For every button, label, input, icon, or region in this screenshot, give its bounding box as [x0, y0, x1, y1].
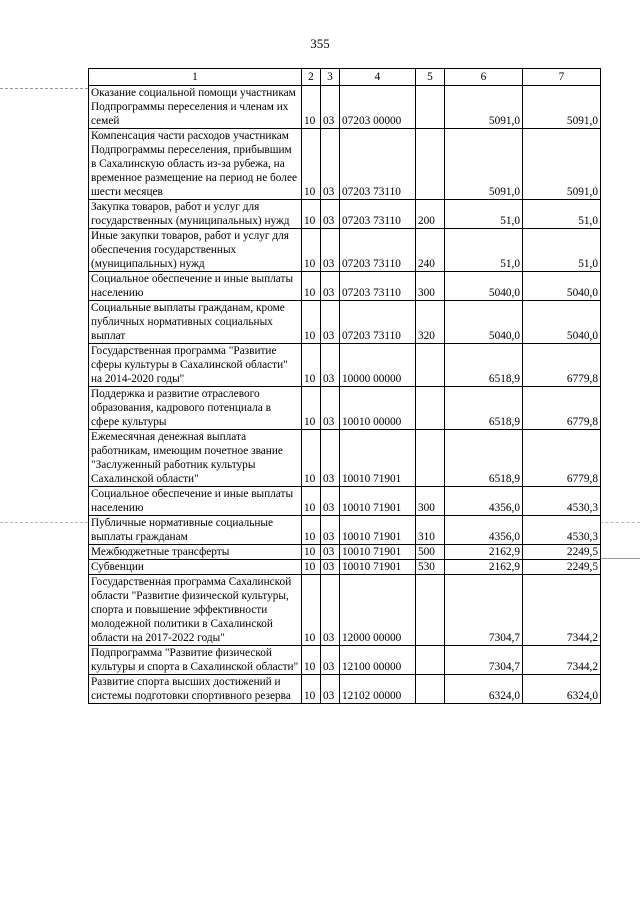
- row-expense-type: 200: [416, 200, 445, 229]
- table-row: [89, 516, 601, 545]
- row-amount-col7: 5091,0: [523, 86, 601, 129]
- table-row: [89, 545, 601, 560]
- row-expense-type: [416, 575, 445, 646]
- row-target-article: 10010 71901: [340, 516, 416, 545]
- row-amount-col6: 51,0: [445, 229, 523, 272]
- row-amount-col6: 4356,0: [445, 487, 523, 516]
- budget-table: [88, 68, 601, 704]
- row-expense-type: [416, 387, 445, 430]
- row-section: 10: [302, 560, 321, 575]
- row-subsection: 03: [321, 301, 340, 344]
- row-expense-type: [416, 344, 445, 387]
- row-amount-col6: 5040,0: [445, 272, 523, 301]
- table-row: [89, 575, 601, 646]
- row-amount-col7: 6779,8: [523, 344, 601, 387]
- row-amount-col7: 5091,0: [523, 129, 601, 200]
- row-section: 10: [302, 86, 321, 129]
- row-expense-type: 240: [416, 229, 445, 272]
- row-name: Публичные нормативные социальные выплаты гражданам: [89, 516, 302, 545]
- row-name: Ежемесячная денежная выплата работникам, имеющим почетное звание "Заслуженный работник культуры Сахалинской области": [89, 430, 302, 487]
- row-section: 10: [302, 272, 321, 301]
- table-row: [89, 200, 601, 229]
- scan-artifact-line: [600, 522, 640, 524]
- row-subsection: 03: [321, 272, 340, 301]
- row-expense-type: [416, 86, 445, 129]
- row-amount-col6: 7304,7: [445, 646, 523, 675]
- column-header: 2: [302, 69, 321, 86]
- row-section: 10: [302, 301, 321, 344]
- row-expense-type: 300: [416, 487, 445, 516]
- row-expense-type: [416, 129, 445, 200]
- row-subsection: 03: [321, 575, 340, 646]
- column-header: 6: [445, 69, 523, 86]
- row-section: 10: [302, 430, 321, 487]
- row-expense-type: 320: [416, 301, 445, 344]
- row-target-article: 07203 73110: [340, 229, 416, 272]
- row-amount-col7: 5040,0: [523, 272, 601, 301]
- table-row: [89, 487, 601, 516]
- row-subsection: 03: [321, 344, 340, 387]
- row-amount-col6: 4356,0: [445, 516, 523, 545]
- row-target-article: 07203 73110: [340, 272, 416, 301]
- row-amount-col7: 4530,3: [523, 516, 601, 545]
- row-target-article: 07203 73110: [340, 301, 416, 344]
- row-amount-col6: 2162,9: [445, 560, 523, 575]
- row-section: 10: [302, 344, 321, 387]
- row-name: Поддержка и развитие отраслевого образования, кадрового потенциала в сфере культуры: [89, 387, 302, 430]
- row-amount-col7: 6779,8: [523, 387, 601, 430]
- row-amount-col7: 2249,5: [523, 560, 601, 575]
- row-amount-col7: 2249,5: [523, 545, 601, 560]
- table-row: [89, 301, 601, 344]
- row-name: Подпрограмма "Развитие физической культуры и спорта в Сахалинской области": [89, 646, 302, 675]
- table-row: [89, 675, 601, 704]
- row-section: 10: [302, 229, 321, 272]
- row-target-article: 12100 00000: [340, 646, 416, 675]
- row-section: 10: [302, 646, 321, 675]
- row-section: 10: [302, 200, 321, 229]
- table-row: [89, 344, 601, 387]
- page-number: 355: [310, 36, 330, 51]
- column-header: 7: [523, 69, 601, 86]
- row-name: Закупка товаров, работ и услуг для государственных (муниципальных) нужд: [89, 200, 302, 229]
- row-target-article: 10000 00000: [340, 344, 416, 387]
- row-name: Социальное обеспечение и иные выплаты населению: [89, 272, 302, 301]
- row-target-article: 07203 73110: [340, 129, 416, 200]
- row-expense-type: 300: [416, 272, 445, 301]
- row-expense-type: [416, 646, 445, 675]
- row-target-article: 12102 00000: [340, 675, 416, 704]
- row-subsection: 03: [321, 86, 340, 129]
- row-name: Оказание социальной помощи участникам Подпрограммы переселения и членам их семей: [89, 86, 302, 129]
- row-amount-col7: 51,0: [523, 200, 601, 229]
- row-subsection: 03: [321, 430, 340, 487]
- row-subsection: 03: [321, 229, 340, 272]
- row-amount-col6: 51,0: [445, 200, 523, 229]
- row-target-article: 07203 73110: [340, 200, 416, 229]
- row-name: Межбюджетные трансферты: [89, 545, 302, 560]
- row-name: Компенсация части расходов участникам Подпрограммы переселения, прибывшим в Сахалинскую область из-за рубежа, на временное размещение на период не более шести месяцев: [89, 129, 302, 200]
- scan-artifact-line: [600, 558, 640, 560]
- row-subsection: 03: [321, 200, 340, 229]
- row-name: Социальное обеспечение и иные выплаты населению: [89, 487, 302, 516]
- column-header: 4: [340, 69, 416, 86]
- row-section: 10: [302, 575, 321, 646]
- row-subsection: 03: [321, 487, 340, 516]
- table-row: [89, 86, 601, 129]
- row-subsection: 03: [321, 646, 340, 675]
- row-section: 10: [302, 516, 321, 545]
- row-target-article: 10010 71901: [340, 545, 416, 560]
- row-amount-col6: 6518,9: [445, 344, 523, 387]
- table-row: [89, 560, 601, 575]
- row-name: Социальные выплаты гражданам, кроме публичных нормативных социальных выплат: [89, 301, 302, 344]
- row-amount-col6: 5091,0: [445, 86, 523, 129]
- row-amount-col6: 6518,9: [445, 430, 523, 487]
- row-amount-col6: 6518,9: [445, 387, 523, 430]
- row-amount-col6: 2162,9: [445, 545, 523, 560]
- row-subsection: 03: [321, 560, 340, 575]
- row-amount-col6: 7304,7: [445, 575, 523, 646]
- row-amount-col7: 7344,2: [523, 646, 601, 675]
- table-row: [89, 430, 601, 487]
- row-amount-col6: 6324,0: [445, 675, 523, 704]
- row-subsection: 03: [321, 675, 340, 704]
- row-target-article: 10010 71901: [340, 430, 416, 487]
- column-header: 5: [416, 69, 445, 86]
- row-target-article: 10010 71901: [340, 487, 416, 516]
- column-header: 3: [321, 69, 340, 86]
- scan-artifact-line: [0, 522, 88, 524]
- row-amount-col7: 4530,3: [523, 487, 601, 516]
- row-amount-col7: 6324,0: [523, 675, 601, 704]
- row-name: Государственная программа Сахалинской области "Развитие физической культуры, спорта и повышение эффективности молодежной политики в Сахалинской области на 2017-2022 годы": [89, 575, 302, 646]
- column-header: 1: [89, 69, 302, 86]
- scan-artifact-line: [0, 88, 88, 90]
- row-name: Государственная программа "Развитие сферы культуры в Сахалинской области" на 2014-2020 годы": [89, 344, 302, 387]
- table-row: [89, 272, 601, 301]
- row-name: Иные закупки товаров, работ и услуг для обеспечения государственных (муниципальных) нужд: [89, 229, 302, 272]
- row-expense-type: [416, 430, 445, 487]
- table-body: [89, 86, 601, 704]
- row-subsection: 03: [321, 516, 340, 545]
- table-row: [89, 229, 601, 272]
- row-section: 10: [302, 129, 321, 200]
- row-target-article: 10010 00000: [340, 387, 416, 430]
- row-subsection: 03: [321, 387, 340, 430]
- row-amount-col7: 51,0: [523, 229, 601, 272]
- row-expense-type: 530: [416, 560, 445, 575]
- table-row: [89, 387, 601, 430]
- table-row: [89, 646, 601, 675]
- row-section: 10: [302, 387, 321, 430]
- row-target-article: 07203 00000: [340, 86, 416, 129]
- row-amount-col6: 5040,0: [445, 301, 523, 344]
- row-name: Субвенции: [89, 560, 302, 575]
- row-section: 10: [302, 487, 321, 516]
- row-expense-type: [416, 675, 445, 704]
- row-amount-col6: 5091,0: [445, 129, 523, 200]
- row-subsection: 03: [321, 545, 340, 560]
- row-expense-type: 310: [416, 516, 445, 545]
- row-amount-col7: 7344,2: [523, 575, 601, 646]
- row-name: Развитие спорта высших достижений и системы подготовки спортивного резерва: [89, 675, 302, 704]
- table-header-row: [89, 69, 601, 86]
- row-expense-type: 500: [416, 545, 445, 560]
- row-subsection: 03: [321, 129, 340, 200]
- row-amount-col7: 5040,0: [523, 301, 601, 344]
- row-amount-col7: 6779,8: [523, 430, 601, 487]
- row-section: 10: [302, 675, 321, 704]
- row-section: 10: [302, 545, 321, 560]
- row-target-article: 10010 71901: [340, 560, 416, 575]
- row-target-article: 12000 00000: [340, 575, 416, 646]
- table-row: [89, 129, 601, 200]
